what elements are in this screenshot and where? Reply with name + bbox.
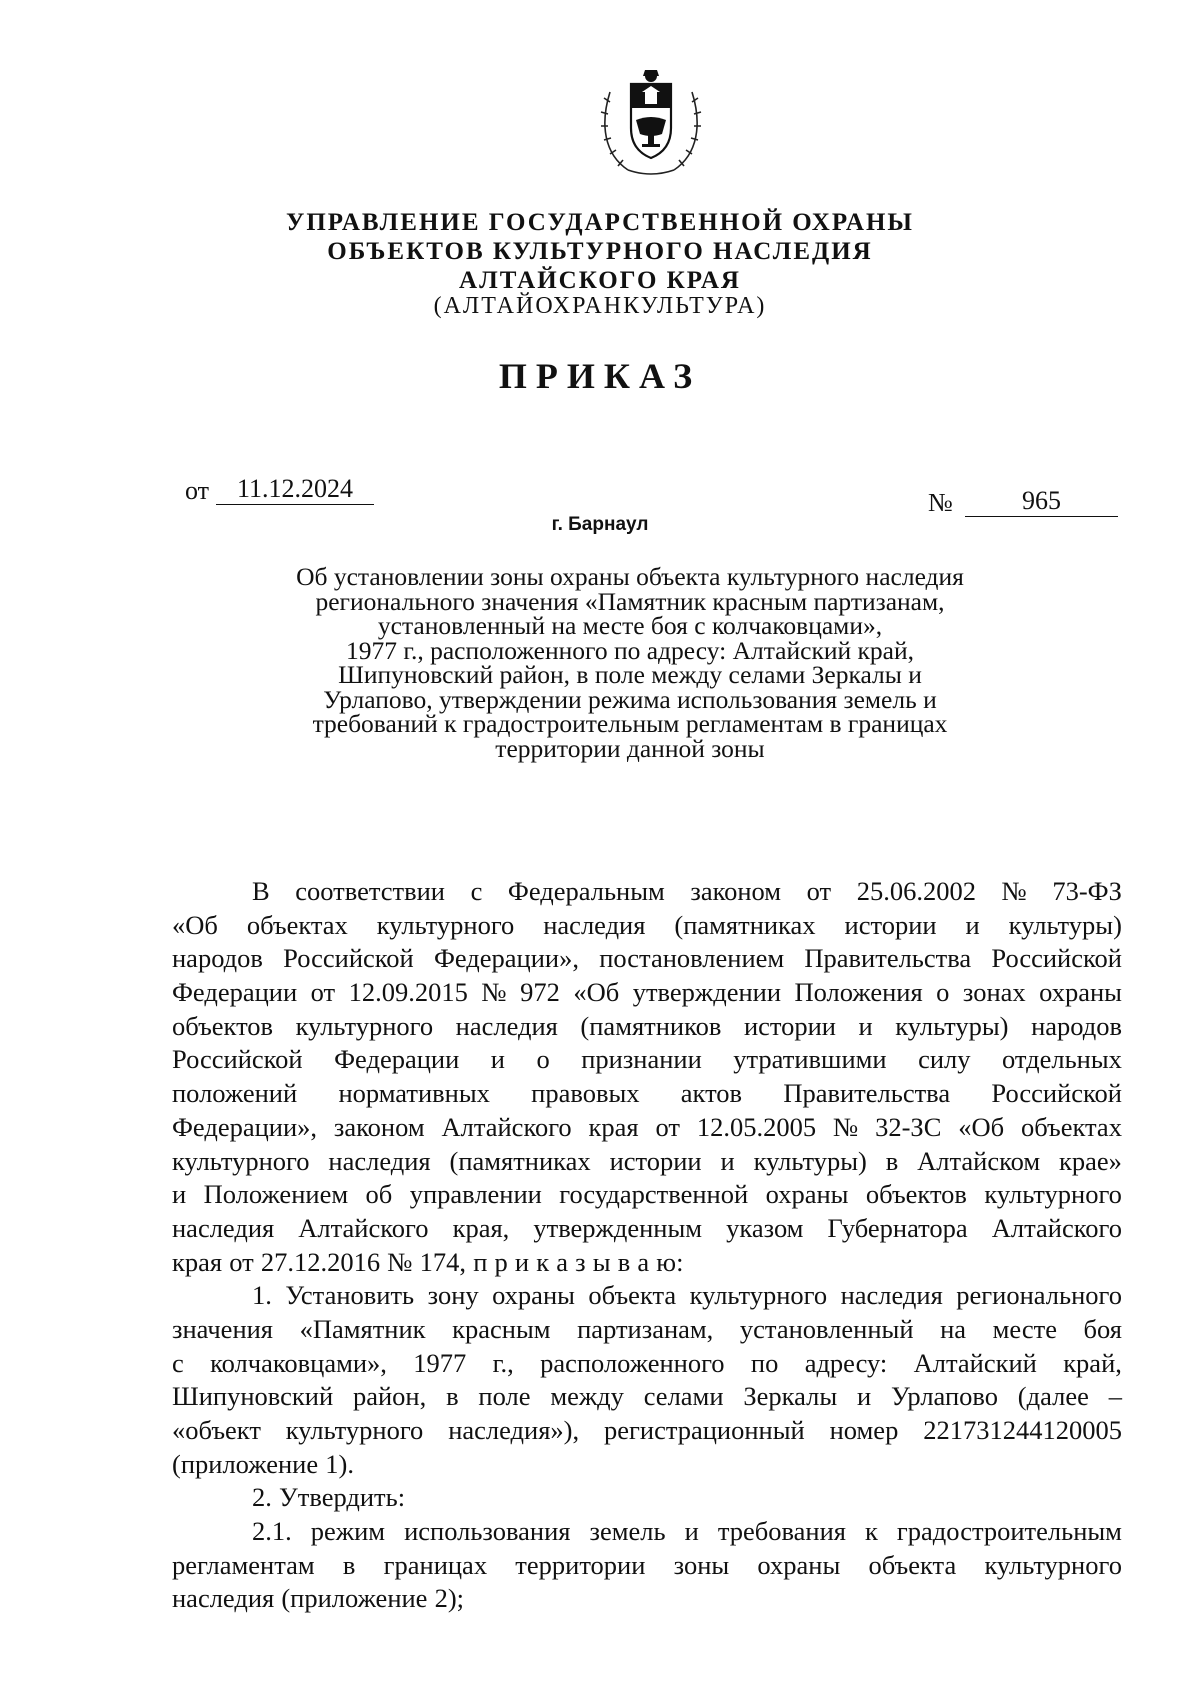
- body-word: охраны: [1039, 977, 1122, 1008]
- body-word: значения: [172, 1313, 273, 1344]
- body-line: [172, 1380, 1122, 1414]
- subject-line: территории данной зоны: [495, 733, 765, 763]
- org-name-line: УПРАВЛЕНИЕ ГОСУДАРСТВЕННОЙ ОХРАНЫ: [286, 209, 914, 236]
- body-word: народов: [1031, 1010, 1122, 1041]
- body-word: регистрационный: [604, 1415, 805, 1445]
- body-word: наследия: [455, 1010, 558, 1041]
- body-word: и: [684, 1516, 699, 1547]
- body-word: Положением: [203, 1179, 349, 1210]
- body-word: в: [885, 1145, 899, 1176]
- body-word: объектах: [246, 909, 348, 940]
- body-word: Положения: [794, 977, 923, 1008]
- body-word: Федерации: [172, 977, 298, 1008]
- body-word: от: [806, 876, 832, 906]
- body-line: [172, 1549, 1122, 1583]
- body-word: наследия: [172, 1583, 275, 1614]
- body-line: [172, 1515, 1122, 1549]
- body-word: в: [342, 1549, 356, 1580]
- body-word: наследия: [328, 1145, 431, 1176]
- body-word: г.,: [492, 1347, 514, 1378]
- body-word: 221731244120005: [923, 1415, 1122, 1445]
- body-word: №: [832, 1111, 859, 1142]
- body-word: 2.1.: [252, 1516, 292, 1547]
- body-word: от: [310, 977, 336, 1008]
- body-word: зону: [427, 1280, 479, 1311]
- body-word: территории: [515, 1549, 646, 1580]
- body-word: об: [365, 1179, 393, 1210]
- body-word: границах: [383, 1549, 488, 1580]
- body-word: культурного: [295, 1010, 434, 1041]
- subject-line: регионального значения «Памятник красным партизанам,: [315, 586, 945, 616]
- body-word: 1.: [252, 1280, 272, 1311]
- body-word: охраны: [765, 1179, 849, 1210]
- body-word: (далее: [1017, 1381, 1089, 1412]
- body-word: установленный: [739, 1313, 914, 1344]
- body-word: и: [856, 1381, 872, 1412]
- body-word: от: [655, 1111, 680, 1142]
- body-word: Федеральным: [507, 876, 665, 906]
- body-word: культурного: [376, 909, 515, 940]
- body-word: и: [858, 1010, 873, 1041]
- body-word: к: [865, 1516, 878, 1547]
- body-word: культурного: [285, 1415, 424, 1445]
- body-line: [172, 1313, 1122, 1347]
- body-word: «Памятник: [299, 1313, 426, 1344]
- body-word: ю:: [656, 1246, 684, 1277]
- body-word: район,: [352, 1381, 427, 1412]
- body-word: а: [556, 1246, 569, 1277]
- body-word: «Об: [573, 977, 620, 1008]
- body-line: [172, 875, 1122, 909]
- body-word: зонах: [962, 977, 1026, 1008]
- body-line: [172, 1077, 1122, 1111]
- body-word: красным: [452, 1313, 551, 1344]
- document-subject: [250, 562, 1010, 763]
- body-word: В: [252, 876, 270, 906]
- body-word: истории: [609, 1145, 702, 1176]
- subject-line: Об установлении зоны охраны объекта культурного наследия: [296, 562, 964, 591]
- body-word: утвержденным: [533, 1212, 703, 1243]
- body-word: месте: [992, 1313, 1057, 1344]
- body-line: [172, 1043, 1122, 1077]
- body-word: управлении: [409, 1179, 542, 1210]
- body-word: утратившими: [733, 1044, 887, 1075]
- body-word: положений: [172, 1078, 298, 1109]
- body-line: [172, 976, 1122, 1010]
- body-word: правовых: [531, 1078, 640, 1109]
- body-line: [172, 1246, 1122, 1280]
- body-word: Российской: [283, 943, 414, 974]
- body-word: Федерации: [334, 1044, 460, 1075]
- body-line: [172, 1010, 1122, 1044]
- body-line: [172, 942, 1122, 976]
- org-name-line: ОБЪЕКТОВ КУЛЬТУРНОГО НАСЛЕДИЯ: [327, 238, 873, 265]
- body-word: культуры): [895, 1010, 1009, 1041]
- body-word: 12.05.2005: [696, 1111, 817, 1142]
- body-word: Российской: [172, 1044, 303, 1075]
- body-word: объектов: [172, 1010, 274, 1041]
- body-word: «Об: [172, 909, 218, 940]
- body-word: Алтайского: [441, 1111, 572, 1142]
- org-name-line: АЛТАЙСКОГО КРАЯ: [459, 267, 741, 294]
- body-word: постановлением: [599, 943, 785, 974]
- body-word: «объект: [172, 1415, 261, 1445]
- body-word: утверждении: [632, 977, 782, 1008]
- body-word: культурного: [172, 1145, 310, 1176]
- body-word: –: [1108, 1381, 1122, 1412]
- body-word: регламентам: [172, 1549, 315, 1580]
- body-word: поле: [478, 1381, 531, 1412]
- body-word: объекта: [588, 1280, 677, 1311]
- body-word: признании: [581, 1044, 702, 1075]
- body-line: [172, 1145, 1122, 1179]
- body-word: между: [550, 1381, 624, 1412]
- body-word: силу: [918, 1044, 971, 1075]
- body-word: Алтайском: [917, 1145, 1041, 1176]
- body-word: 174,: [419, 1246, 467, 1277]
- body-word: Алтайского: [991, 1212, 1122, 1243]
- body-word: использования: [404, 1516, 571, 1547]
- body-word: партизанам,: [577, 1313, 714, 1344]
- body-line: [172, 1481, 1122, 1515]
- org-abbreviation: (АЛТАЙОХРАНКУЛЬТУРА): [433, 293, 767, 319]
- body-word: №: [1001, 876, 1027, 906]
- subject-line: 1977 г., расположенного по адресу: Алтайский край,: [346, 635, 914, 665]
- body-word: адресу:: [804, 1347, 888, 1378]
- body-word: регионального: [956, 1280, 1122, 1311]
- body-word: края,: [452, 1212, 510, 1243]
- body-word: Правительства: [783, 1078, 951, 1109]
- body-word: и: [490, 1044, 505, 1075]
- body-word: в: [446, 1381, 459, 1412]
- body-line: [172, 1212, 1122, 1246]
- body-word: к: [536, 1246, 550, 1277]
- body-word: и: [172, 1179, 187, 1210]
- body-word: наследия: [840, 1280, 943, 1311]
- body-word: зоны: [673, 1549, 730, 1580]
- document-type-title: ПРИКАЗ: [498, 356, 702, 396]
- body-word: Урлапово: [890, 1381, 998, 1412]
- body-word: Правительства: [804, 943, 972, 974]
- body-word: Федерации»,: [172, 1111, 318, 1142]
- date-prefix: от: [185, 476, 210, 505]
- body-word: и: [514, 1246, 530, 1277]
- body-word: от: [229, 1246, 254, 1277]
- body-word: с: [172, 1347, 184, 1378]
- body-line: [172, 1414, 1122, 1448]
- body-word: ы: [592, 1246, 611, 1277]
- body-line: [172, 1582, 1122, 1616]
- body-word: Утвердить:: [279, 1482, 406, 1513]
- body-word: Алтайский: [913, 1347, 1037, 1378]
- body-word: з: [575, 1246, 586, 1277]
- body-word: отдельных: [1002, 1044, 1122, 1075]
- body-word: культурного: [984, 1179, 1122, 1210]
- body-word: и: [965, 909, 980, 940]
- body-word: (приложение: [281, 1583, 428, 1614]
- document-number: 965: [965, 486, 1118, 517]
- body-word: культурного: [984, 1549, 1122, 1580]
- document-date: 11.12.2024: [216, 474, 374, 505]
- body-word: земель: [589, 1516, 666, 1547]
- body-word: с: [470, 876, 483, 906]
- subject-line: установленный на месте боя с колчаковцами»,: [377, 611, 883, 640]
- body-word: объектах: [1020, 1111, 1122, 1142]
- body-word: охраны: [492, 1280, 575, 1311]
- body-word: законом: [690, 876, 782, 906]
- body-word: Российской: [991, 943, 1122, 974]
- body-word: по: [750, 1347, 779, 1378]
- body-word: актов: [680, 1078, 743, 1109]
- body-line: [172, 909, 1122, 943]
- body-word: 972: [520, 977, 560, 1008]
- body-word: на: [940, 1313, 967, 1344]
- body-word: Федерации»,: [433, 943, 579, 974]
- body-word: градостроительным: [896, 1516, 1122, 1547]
- body-word: объектов: [865, 1179, 967, 1210]
- body-word: 27.12.2016: [260, 1246, 381, 1277]
- body-word: 1977: [413, 1347, 467, 1378]
- body-word: (приложение: [172, 1448, 319, 1479]
- body-word: 12.09.2015: [348, 977, 468, 1008]
- body-word: (памятников: [580, 1010, 722, 1041]
- body-word: края: [588, 1111, 639, 1142]
- body-word: 25.06.2002: [856, 876, 976, 906]
- body-word: а: [637, 1246, 650, 1277]
- body-word: края: [172, 1246, 223, 1277]
- body-word: 2.: [252, 1482, 272, 1513]
- body-word: №: [387, 1246, 413, 1277]
- body-word: Шипуновский: [172, 1381, 334, 1412]
- body-word: (памятниках: [449, 1145, 591, 1176]
- body-word: наследия: [172, 1212, 275, 1243]
- body-word: охраны: [757, 1549, 841, 1580]
- body-word: культурного: [689, 1280, 828, 1311]
- body-word: в: [617, 1246, 631, 1277]
- body-word: боя: [1083, 1313, 1122, 1344]
- body-word: 1).: [325, 1448, 354, 1479]
- body-word: п: [473, 1246, 488, 1277]
- body-word: номер: [829, 1415, 899, 1445]
- body-word: крае»: [1059, 1145, 1122, 1176]
- body-word: наследия»),: [448, 1415, 580, 1445]
- body-word: 2);: [434, 1583, 465, 1614]
- body-word: №: [481, 977, 507, 1008]
- body-word: Установить: [285, 1280, 415, 1311]
- order-body: [172, 875, 1122, 1616]
- body-word: «Об: [958, 1111, 1005, 1142]
- body-word: расположенного: [540, 1347, 725, 1378]
- body-word: о: [936, 977, 950, 1008]
- body-word: о: [536, 1044, 550, 1075]
- body-line: [172, 1178, 1122, 1212]
- body-word: истории: [743, 1010, 836, 1041]
- body-word: 32-ЗС: [875, 1111, 942, 1142]
- body-word: (памятниках: [674, 909, 816, 940]
- subject-line: Урлапово, утверждении режима использования земель и: [323, 684, 937, 714]
- body-word: истории: [844, 909, 937, 940]
- body-word: соответствии: [295, 876, 445, 906]
- body-word: нормативных: [338, 1078, 490, 1109]
- body-word: 73-ФЗ: [1052, 876, 1122, 906]
- org-name: [250, 208, 950, 295]
- body-word: Зеркалы: [743, 1381, 838, 1412]
- body-line: [172, 1279, 1122, 1313]
- body-line: [172, 1347, 1122, 1381]
- body-word: р: [494, 1246, 508, 1277]
- subject-line: Шипуновский район, в поле между селами Зеркалы и: [338, 660, 922, 689]
- body-word: государственной: [559, 1179, 749, 1210]
- body-word: режим: [310, 1516, 386, 1547]
- body-word: Российской: [991, 1078, 1122, 1109]
- body-line: [172, 1111, 1122, 1145]
- body-word: культуры): [753, 1145, 867, 1176]
- body-word: объекта: [868, 1549, 957, 1580]
- subject-line: требований к градостроительным регламентам в границах: [312, 709, 948, 738]
- body-word: край,: [1063, 1347, 1122, 1378]
- city: г. Барнаул: [551, 514, 649, 535]
- number-sign: №: [928, 488, 953, 517]
- body-word: наследия: [543, 909, 646, 940]
- body-word: законом: [333, 1111, 425, 1142]
- body-word: селами: [643, 1381, 724, 1412]
- body-word: требования: [717, 1516, 846, 1547]
- body-word: Губернатора: [827, 1212, 968, 1243]
- body-word: колчаковцами»,: [210, 1347, 387, 1378]
- body-word: Алтайского: [298, 1212, 429, 1243]
- body-word: указом: [726, 1212, 804, 1243]
- body-word: и: [720, 1145, 735, 1176]
- body-word: народов: [172, 943, 263, 974]
- body-line: [172, 1448, 1122, 1482]
- coat-of-arms-icon: [598, 62, 704, 180]
- body-word: культуры): [1008, 909, 1122, 940]
